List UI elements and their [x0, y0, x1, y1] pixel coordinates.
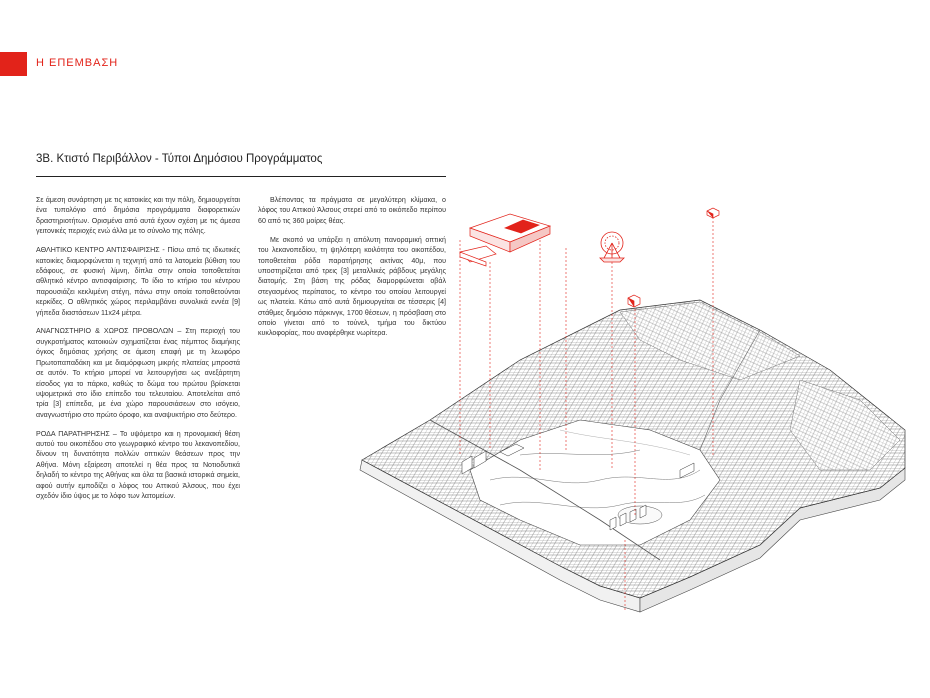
tennis-center-paragraph: ΑΘΛΗΤΙΚΟ ΚΕΝΤΡΟ ΑΝΤΙΣΦΑΙΡΙΣΗΣ - Πίσω από τις ιδιωτικές κατοικίες διαμορφώνεται η τεχνητή από τα λατομεία βύθιση του εδάφους, σε φυσική λίμνη, δίπλα στην οποία τοποθετείται αθλητικό κέντρο αντισφαίρισης. Το ίδιο το κτήριο του κέντρου παρουσιάζει κεκλιμένη στέγη, πάνω στην οποία τοποθετούνται κερκίδες. Ο αθλητικός χώρος περιλαμβάνει συνολικά εννέα [9] γήπεδα διαστάσεων 11x24 μέτρα.	[36, 246, 240, 317]
observation-wheel-icon	[600, 232, 624, 262]
reading-room-icon	[628, 295, 640, 307]
view-paragraph: Βλέποντας τα πράγματα σε μεγαλύτερη κλίμακα, ο λόφος του Αττικού Άλσους στερεί από το οικόπεδο περίπου 60 από τις 360 μοίρες θέας.	[258, 196, 446, 225]
section-marker	[0, 52, 27, 76]
tennis-center-icon	[460, 214, 550, 266]
observation-wheel-paragraph: ΡΟΔΑ ΠΑΡΑΤΗΡΗΣΗΣ – Το υψόμετρο και η προνομιακή θέση αυτού του οικοπέδου στο γεωγραφικό κέντρο του λεκανοπεδίου, δίνουν τη δυνατότητα πολλών οπτικών θεάσεων προς την Αθήνα. Μόνη εξαίρεση αποτελεί η θέα προς τα Νοτιοδυτικά δηλαδή το κέντρο της Αθήνας και όλα τα βασικά ιστορικά σημεία, αφού αυτήν εμποδίζει ο λόφος του Αττικού Άλσους, που έχει σχεδόν ίδιο ύψος με το λόφο των λατομείων.	[36, 429, 240, 501]
page-title: 3Β. Κτιστό Περιβάλλον - Τύποι Δημόσιου Προγράμματος	[36, 153, 323, 165]
intro-paragraph: Σε άμεση συνάρτηση με τις κατοικίες και την πόλη, δημιουργείται ένα τυπολόγιο από δημόσια προγράμματα διαφορετικών δραστηριοτήτων. Ορισμένα από αυτά έχουν σχέση με τις άμεσα γειτονικές περιοχές ενώ άλλα με το σύνολο της πόλης.	[36, 196, 240, 236]
wheel-detail-paragraph: Με σκοπό να υπάρξει η απόλυτη πανοραμική οπτική του λεκανοπεδίου, τη ψηλότερη κοιλότητα του οικοπέδου, τοποθετείται ρόδα παρατήρησης ακτίνας 40μ, που υποστηρίζεται από τρεις [3] μεταλλικές ράβδους μεγάλης διατομής. Στη βάση της ρόδας διαμορφώνεται οβάλ στεγασμένος περίπατος, το κέντρο του οποίου λειτουργεί ως πλατεία. Κάτω από αυτά δημιουργείται σε τέσσερις [4] στάθμες δημόσιο πάρκινγκ, 1700 θέσεων, η πρόσβαση στο οποίο γίνεται από το τούνελ, τμήμα του δικτύου κυκλοφορίας, που αναφέρθηκε νωρίτερα.	[258, 235, 446, 338]
left-text-column	[36, 195, 240, 510]
title-divider	[36, 176, 446, 177]
small-kiosk-icon	[707, 208, 719, 218]
section-label: Η ΕΠΕΜΒΑΣΗ	[36, 57, 119, 69]
reading-room-paragraph: ΑΝΑΓΝΩΣΤΗΡΙΟ & ΧΩΡΟΣ ΠΡΟΒΟΛΩΝ – Στη περιοχή του συγκροτήματος κατοικιών σχηματίζεται ένας πέμπτος διαμήκης όγκος δημόσιας χρήσης σε άμεση επαφή με τη λεωφόρο Πρωτοπαπαδάκη και με διαμόρφωση μικρής πλατείας μπροστά σε αυτόν. Το κτήριο μπορεί να λειτουργήσει ως ανεξάρτητη είσοδος για το πάρκο, καθώς το δώμα του πρώτου βρίσκεται υψομετρικά στο ίδιο επίπεδο του τελευταίου. Αποτελείται από τρία [3] επίπεδα, με ένα χώρο παρουσιάσεων στο ισόγειο, αναγνωστήριο στο πρώτο όροφο, και αναψυκτήριο στο δεύτερο.	[36, 327, 240, 419]
axonometric-site-drawing	[340, 195, 930, 615]
